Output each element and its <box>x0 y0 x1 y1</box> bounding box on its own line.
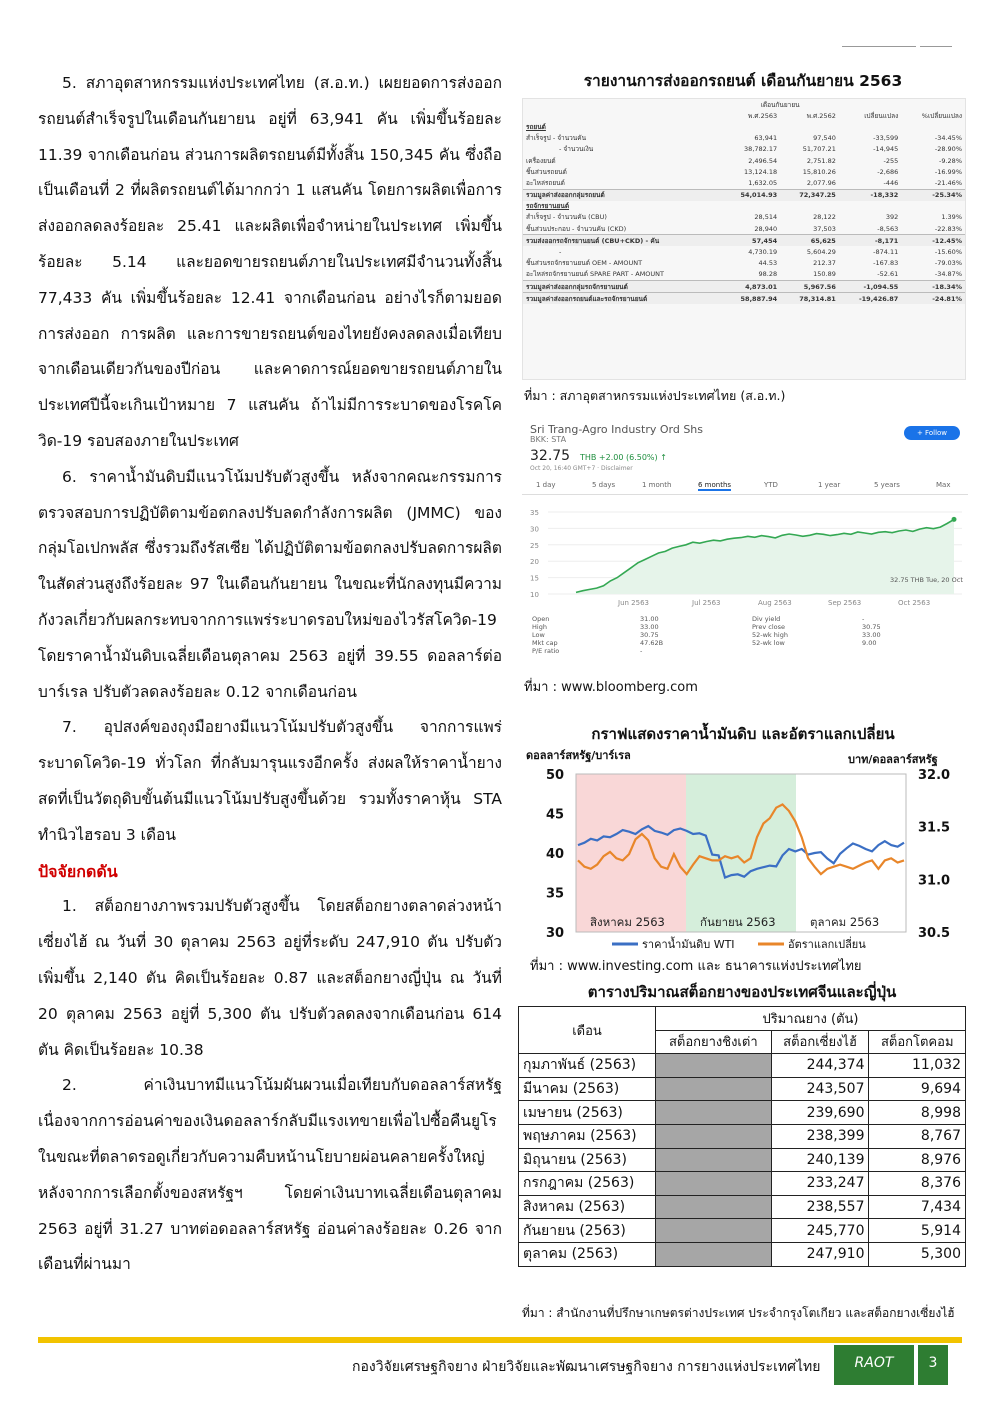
stat-label: 52-wk low <box>752 639 785 647</box>
export-cell: 2,751.82 <box>806 156 836 165</box>
header-rule <box>920 46 952 47</box>
stat-value: 47.62B <box>640 639 664 647</box>
export-row <box>523 269 965 281</box>
export-group-header: เดือนกันยายน <box>760 100 800 109</box>
legend-label: อัตราแลกเปลี่ยน <box>788 938 866 951</box>
export-cell: -22.83% <box>934 224 962 233</box>
left-column <box>38 66 502 1283</box>
export-cell: 5,604.29 <box>806 248 836 257</box>
qingdao-cell <box>656 1219 772 1243</box>
col-qingdao: สต็อกยางชิงเต่า <box>656 1030 772 1054</box>
stock-month: มิถุนายน (2563) <box>519 1148 656 1172</box>
stock-row <box>519 1054 966 1078</box>
export-row-label: รถยนต์ <box>526 122 546 131</box>
export-cell: 38,782.17 <box>744 145 778 154</box>
right-y-tick: 32.0 <box>918 768 951 783</box>
export-row <box>523 177 965 189</box>
stat-label: Mkt cap <box>532 639 558 647</box>
export-cell: 13,124.18 <box>744 167 778 176</box>
export-cell: 78,314.81 <box>780 293 839 305</box>
qingdao-cell <box>656 1195 772 1219</box>
stock-month: เมษายน (2563) <box>519 1101 656 1125</box>
export-row <box>523 121 965 132</box>
export-row-label: สำเร็จรูป - จำนวนคัน <box>526 134 587 143</box>
export-cell: -874.11 <box>873 248 899 257</box>
export-cell: -19,426.87 <box>839 293 901 305</box>
export-cell: 57,454 <box>721 235 780 247</box>
export-col-header: %เปลี่ยนแปลง <box>921 111 962 120</box>
stat-value: - <box>862 615 865 623</box>
export-cell: 212.37 <box>813 259 836 268</box>
paragraph-pressure-1: 1. สต็อกยางภาพรวมปรับตัวสูงขึ้น โดยสต็อกยางตลาดล่วงหน้าเซี่ยงไฮ้ ณ วันที่ 30 ตุลาคม 2563 อยู่ที่ระดับ 247,910 ตัน ปรับตัวเพิ่มขึ้น 2,140 ตัน คิดเป็นร้อยละ 0.87 และสต็อกยางญี่ปุ่น ณ วันที่ 20 ตุลาคม 2563 อยู่ที่ 5,300 ตัน ปรับตัวลดลงจากเดือนก่อน 614 ตัน คิดเป็นร้อยละ 10.38 <box>38 897 502 1059</box>
export-cell: -18,332 <box>839 189 901 201</box>
export-row-label: อะไหล่รถยนต์ <box>526 178 565 187</box>
left-y-tick: 45 <box>546 807 565 823</box>
export-cell: -79.03% <box>934 259 962 268</box>
period-band <box>686 774 796 932</box>
export-cell: -15.60% <box>934 248 962 257</box>
shanghai-cell: 244,374 <box>771 1054 869 1078</box>
export-cell: 65,625 <box>780 235 839 247</box>
oil-chart-source: ที่มา : www.investing.com และ ธนาคารแห่งประเทศไทย <box>530 959 862 974</box>
stat-label: Open <box>532 615 550 623</box>
stat-label: Div yield <box>752 615 781 623</box>
rubber-stock-table <box>518 1006 966 1267</box>
tocom-cell: 8,998 <box>869 1101 966 1125</box>
export-cell: 72,347.25 <box>780 189 839 201</box>
export-cell: 392 <box>885 213 899 222</box>
header-rule <box>842 46 916 47</box>
export-table-image <box>522 98 966 380</box>
export-cell: 28,122 <box>813 213 836 222</box>
quantity-header: ปริมาณยาง (ตัน) <box>656 1007 966 1031</box>
stock-time: Oct 20, 16:40 GMT+7 · Disclaimer <box>530 465 633 472</box>
footer-text: กองวิจัยเศรษฐกิจยาง ฝ่ายวิจัยและพัฒนาเศรษฐกิจยาง การยางแห่งประเทศไทย <box>352 1359 821 1375</box>
paragraph-6: 6. ราคาน้ำมันดิบมีแนวโน้มปรับตัวสูงขึ้น หลังจากคณะกรรมการตรวจสอบการปฏิบัติตามข้อตกลงปรับลดกำลังการผลิต (JMMC) ของกลุ่มโอเปกพลัส ซึ่งรวมถึงรัสเซีย ได้ปฏิบัติตามข้อตกลงปรับลดการผลิตในสัดส่วนสูงถึงร้อยละ 97 ในเดือนกันยายน ในขณะที่นักลงทุนมีความกังวลเกี่ยวกับผลกระทบจากการแพร่ระบาดรอบใหม่ของไวรัสโควิด-19 โดยราคาน้ำมันดิบเฉลี่ยเดือนตุลาคม 2563 อยู่ที่ 39.55 ดอลลาร์ต่อบาร์เรล ปรับตัวลดลงร้อยละ 0.12 จากเดือนก่อน <box>38 467 502 701</box>
period-band <box>576 774 686 932</box>
export-cell: 28,940 <box>754 224 778 233</box>
qingdao-cell <box>656 1101 772 1125</box>
right-y-tick: 31.0 <box>918 873 951 889</box>
oil-right-ylabel: บาท/ดอลลาร์สหรัฐ <box>848 753 938 766</box>
export-row <box>523 212 965 223</box>
export-cell: 4,730.19 <box>748 248 778 257</box>
x-tick: Jul 2563 <box>692 599 721 607</box>
period-label: ตุลาคม 2563 <box>810 915 880 929</box>
export-row-label: รวมส่งออกรถจักรยานยนต์ (CBU+CKD) - คัน <box>523 235 721 247</box>
y-tick: 10 <box>530 591 539 599</box>
export-cell: -8,171 <box>839 235 901 247</box>
range-tab[interactable]: 1 day <box>536 481 556 489</box>
stat-label: 52-wk high <box>752 631 788 639</box>
stock-table-source: ที่มา : สำนักงานที่ปรึกษาเกษตรต่างประเทศ ประจำกรุงโตเกียว และสต็อกยางเซี่ยงไฮ้ <box>522 1306 955 1320</box>
stock-month: กุมภาพันธ์ (2563) <box>519 1054 656 1078</box>
oil-chart-title: กราฟแสดงราคาน้ำมันดิบ และอัตราแลกเปลี่ยน <box>591 725 895 743</box>
export-cell: 58,887.94 <box>721 293 780 305</box>
tocom-cell: 8,976 <box>869 1148 966 1172</box>
left-y-tick: 35 <box>546 886 565 902</box>
export-row <box>523 144 965 155</box>
y-tick: 25 <box>530 541 539 550</box>
export-row-label: รวมมูลค่าส่งออกรถยนต์และรถจักรยานยนต์ <box>523 293 721 305</box>
shanghai-cell: 240,139 <box>771 1148 869 1172</box>
stock-row <box>519 1124 966 1148</box>
export-row-label: - <box>559 248 562 257</box>
month-header: เดือน <box>519 1007 656 1054</box>
range-tab[interactable]: Max <box>936 481 951 489</box>
qingdao-cell <box>656 1077 772 1101</box>
export-col-header: เปลี่ยนแปลง <box>864 111 899 120</box>
shanghai-cell: 243,507 <box>771 1077 869 1101</box>
y-tick: 15 <box>530 574 539 583</box>
y-tick: 30 <box>530 525 539 534</box>
export-row-label: เครื่องยนต์ <box>526 156 556 165</box>
price-tooltip: 32.75 THB Tue, 20 Oct <box>890 576 963 584</box>
stock-ticker: BKK: STA <box>530 435 567 444</box>
export-cell: 54,014.93 <box>721 189 780 201</box>
stock-row <box>519 1219 966 1243</box>
period-label: กันยายน 2563 <box>700 915 776 929</box>
stat-value: 33.00 <box>862 631 881 639</box>
tocom-cell: 9,694 <box>869 1077 966 1101</box>
x-tick: Jun 2563 <box>618 599 649 607</box>
export-col-header: พ.ศ.2563 <box>748 111 778 120</box>
stat-label: High <box>532 623 547 631</box>
export-row <box>523 155 965 166</box>
export-row <box>523 201 965 212</box>
tocom-cell: 8,376 <box>869 1172 966 1196</box>
export-row-label: ชิ้นส่วนรถยนต์ <box>526 167 567 176</box>
export-cell: -9.28% <box>939 156 962 165</box>
export-row <box>523 246 965 257</box>
stat-value: 9.00 <box>862 639 877 647</box>
export-cell: -21.46% <box>934 178 962 187</box>
export-source: ที่มา : สภาอุตสาหกรรมแห่งประเทศไทย (ส.อ.ท.) <box>524 388 786 403</box>
qingdao-cell <box>656 1054 772 1078</box>
col-shanghai: สต็อกเซี่ยงไฮ้ <box>771 1030 869 1054</box>
stock-month: พฤษภาคม (2563) <box>519 1124 656 1148</box>
export-cell: 1.39% <box>941 213 962 222</box>
export-cell: -8,563 <box>877 224 899 233</box>
export-cell: -52.61 <box>877 270 899 279</box>
range-tab[interactable]: 1 year <box>818 481 841 489</box>
footer-bar <box>38 1337 962 1343</box>
left-y-tick: 40 <box>546 847 565 862</box>
stock-row <box>519 1077 966 1101</box>
oil-left-ylabel: ดอลลาร์สหรัฐ/บาร์เรล <box>526 749 631 762</box>
range-tab[interactable]: 5 years <box>874 481 900 489</box>
export-row <box>523 166 965 177</box>
stock-table-title: ตารางปริมาณสต็อกยางของประเทศจีนและญี่ปุ่น <box>587 983 897 1001</box>
export-table <box>523 99 965 304</box>
col-tocom: สต็อกโตคอม <box>869 1030 966 1054</box>
stat-value: 30.75 <box>862 623 881 631</box>
export-cell: -16.99% <box>934 167 962 176</box>
export-col-header: พ.ศ.2562 <box>806 111 836 120</box>
export-cell: 37,503 <box>813 224 836 233</box>
x-tick: Oct 2563 <box>898 599 931 607</box>
export-row-label: - จำนวนเงิน <box>559 145 594 154</box>
tocom-cell: 5,300 <box>869 1242 966 1266</box>
export-cell: -2,686 <box>877 167 899 176</box>
export-row <box>523 235 965 247</box>
export-cell: -28.90% <box>934 145 962 154</box>
follow-button[interactable]: + Follow <box>904 426 960 440</box>
export-cell: 97,540 <box>813 134 836 143</box>
stock-change: THB +2.00 (6.50%) ↑ <box>580 453 667 462</box>
oil-fx-chart <box>522 764 964 954</box>
export-cell: 2,496.54 <box>748 156 778 165</box>
export-cell: -446 <box>883 178 899 187</box>
stat-value: 30.75 <box>640 631 659 639</box>
export-cell: -12.45% <box>901 235 965 247</box>
qingdao-cell <box>656 1172 772 1196</box>
export-cell: 2,077.96 <box>806 178 836 187</box>
export-cell: 1,632.05 <box>748 178 778 187</box>
export-cell: 5,967.56 <box>780 281 839 293</box>
stat-label: Prev close <box>752 623 785 631</box>
export-row-label: รถจักรยานยนต์ <box>526 202 570 211</box>
shanghai-cell: 238,399 <box>771 1124 869 1148</box>
stock-row <box>519 1101 966 1125</box>
export-row-label: อะไหล่รถจักรยานยนต์ SPARE PART - AMOUNT <box>526 270 665 279</box>
export-row <box>523 293 965 305</box>
export-cell: -14,945 <box>873 145 899 154</box>
stock-month: ตุลาคม (2563) <box>519 1242 656 1266</box>
shanghai-cell: 247,910 <box>771 1242 869 1266</box>
export-row-label: รวมมูลค่าส่งออกกลุ่มรถยนต์ <box>523 189 721 201</box>
export-cell: 15,810.26 <box>802 167 836 176</box>
range-tab[interactable]: 5 days <box>592 481 616 489</box>
range-tab[interactable]: 1 month <box>642 481 672 489</box>
export-cell: 51,707.21 <box>802 145 836 154</box>
right-y-tick: 31.5 <box>918 820 951 836</box>
stock-name: Sri Trang-Agro Industry Ord Shs <box>530 423 704 436</box>
left-y-tick: 50 <box>546 768 565 783</box>
shanghai-cell: 239,690 <box>771 1101 869 1125</box>
legend-label: ราคาน้ำมันดิบ WTI <box>642 938 735 951</box>
shanghai-cell: 245,770 <box>771 1219 869 1243</box>
period-label: สิงหาคม 2563 <box>590 915 665 929</box>
export-cell: -33,599 <box>873 134 899 143</box>
tocom-cell: 11,032 <box>869 1054 966 1078</box>
export-title: รายงานการส่งออกรถยนต์ เดือนกันยายน 2563 <box>583 72 903 90</box>
stock-price-chart <box>522 500 968 610</box>
tocom-cell: 7,434 <box>869 1195 966 1219</box>
export-cell: -1,094.55 <box>839 281 901 293</box>
qingdao-cell <box>656 1148 772 1172</box>
y-tick: 35 <box>530 509 539 517</box>
price-marker <box>952 517 957 522</box>
stock-month: มีนาคม (2563) <box>519 1077 656 1101</box>
export-row <box>523 223 965 235</box>
stock-price: 32.75 <box>530 448 571 464</box>
export-row-label: สำเร็จรูป - จำนวนคัน (CBU) <box>526 213 607 222</box>
export-cell: 63,941 <box>754 134 778 143</box>
paragraph-5: 5. สภาอุตสาหกรรมแห่งประเทศไทย (ส.อ.ท.) เผยยอดการส่งออกรถยนต์สำเร็จรูปในเดือนกันยายน อยู่ที่ 63,941 คัน เพิ่มขึ้นร้อยละ 11.39 จากเดือนก่อน ส่วนการผลิตรถยนต์มีทั้งสิ้น 150,345 คัน ซึ่งถือเป็นเดือนที่ 2 ที่ผลิตรถยนต์ได้มากกว่า 1 แสนคัน โดยการผลิตเพื่อการส่งออกลดลงร้อยละ 25.41 และผลิตเพื่อจำหน่ายในประเทศ เพิ่มขึ้นร้อยละ 5.14 และยอดขายรถยนต์ภายในประเทศมีจำนวนทั้งสิ้น 77,433 คัน เพิ่มขึ้นร้อยละ 12.41 จากเดือนก่อน อย่างไรก็ตามยอดการส่งออก การผลิต และการขายรถยนต์ของไทยยังคงลดลงเมื่อเทียบจากเดือนเดียวกันของปีก่อน และคาดการณ์ยอดขายรถยนต์ภายในประเทศปีนี้จะเกินเป้าหมาย 7 แสนคัน ถ้าไม่มีการระบาดของโรคโควิด-19 รอบสองภายในประเทศ <box>38 74 502 450</box>
stat-value: 33.00 <box>640 623 659 631</box>
export-row <box>523 189 965 201</box>
section-heading-pressure: ปัจจัยกดดัน <box>38 861 118 881</box>
stock-month: กันยายน (2563) <box>519 1219 656 1243</box>
paragraph-7: 7. อุปสงค์ของถุงมือยางมีแนวโน้มปรับตัวสูงขึ้น จากการแพร่ระบาดโควิด-19 ทั่วโลก ที่กลับมารุนแรงอีกครั้ง ส่งผลให้ราคาน้ำยางสดที่เป็นวัตถุดิบขั้นต้นมีแนวโน้มปรับสูงขึ้นด้วย รวมทั้งราคาหุ้น STA ทำนิวไฮรอบ 3 เดือน <box>38 718 502 844</box>
stock-month: กรกฎาคม (2563) <box>519 1172 656 1196</box>
stock-row <box>519 1172 966 1196</box>
export-cell: 150.89 <box>813 270 836 279</box>
y-tick: 20 <box>530 558 539 567</box>
export-cell: -18.34% <box>901 281 965 293</box>
export-row <box>523 133 965 144</box>
export-cell: 44.53 <box>758 259 778 268</box>
range-tab[interactable]: YTD <box>764 481 778 489</box>
export-cell: 4,873.01 <box>721 281 780 293</box>
qingdao-cell <box>656 1124 772 1148</box>
export-row-label: ชิ้นส่วนประกอบ - จำนวนคัน (CKD) <box>526 224 627 233</box>
export-row-label: ชิ้นส่วนรถจักรยานยนต์ OEM - AMOUNT <box>526 259 643 268</box>
x-tick: Sep 2563 <box>828 599 862 607</box>
stat-value: 31.00 <box>640 615 659 623</box>
x-tick: Aug 2563 <box>758 599 792 607</box>
export-row <box>523 258 965 269</box>
export-cell: -34.87% <box>934 270 962 279</box>
export-row-label: รวมมูลค่าส่งออกกลุ่มรถจักรยานยนต์ <box>523 281 721 293</box>
stat-label: P/E ratio <box>532 647 560 655</box>
stat-value: - <box>640 647 643 655</box>
export-cell: 98.28 <box>758 270 778 279</box>
export-cell: -24.81% <box>901 293 965 305</box>
right-y-tick: 30.5 <box>918 926 951 941</box>
stock-row <box>519 1148 966 1172</box>
stock-row <box>519 1195 966 1219</box>
shanghai-cell: 238,557 <box>771 1195 869 1219</box>
shanghai-cell: 233,247 <box>771 1172 869 1196</box>
paragraph-pressure-2: 2. ค่าเงินบาทมีแนวโน้มผันผวนเมื่อเทียบกับดอลลาร์สหรัฐ เนื่องจากการอ่อนค่าของเงินดอลลาร์กลับมีแรงเทขายเพื่อไปซื้อคืนยูโร ในขณะที่ตลาดรอดูเกี่ยวกับความคืบหน้านโยบายผ่อนคลายครั้งใหญ่หลังจากการเลือกตั้งของสหรัฐฯ โดยค่าเงินบาทเฉลี่ยเดือนตุลาคม 2563 อยู่ที่ 31.27 บาทต่อดอลลาร์สหรัฐ อ่อนค่าลงร้อยละ 0.26 จากเดือนที่ผ่านมา <box>38 1076 502 1274</box>
qingdao-cell <box>656 1242 772 1266</box>
tabs-divider <box>522 494 968 495</box>
bloomberg-source: ที่มา : www.bloomberg.com <box>524 680 698 695</box>
stock-month: สิงหาคม (2563) <box>519 1195 656 1219</box>
export-row <box>523 281 965 293</box>
tocom-cell: 5,914 <box>869 1219 966 1243</box>
tocom-cell: 8,767 <box>869 1124 966 1148</box>
export-cell: 28,514 <box>754 213 778 222</box>
range-tab[interactable]: 6 months <box>698 481 732 489</box>
left-y-tick: 30 <box>546 926 565 941</box>
export-cell: -167.83 <box>873 259 899 268</box>
page-number: 3 <box>918 1345 948 1385</box>
stat-label: Low <box>532 631 545 639</box>
raot-logo: RAOT <box>834 1345 914 1385</box>
export-cell: -255 <box>883 156 899 165</box>
export-cell: -34.45% <box>934 134 962 143</box>
export-cell: -25.34% <box>901 189 965 201</box>
bloomberg-stock-widget <box>522 420 968 670</box>
stock-row <box>519 1242 966 1266</box>
